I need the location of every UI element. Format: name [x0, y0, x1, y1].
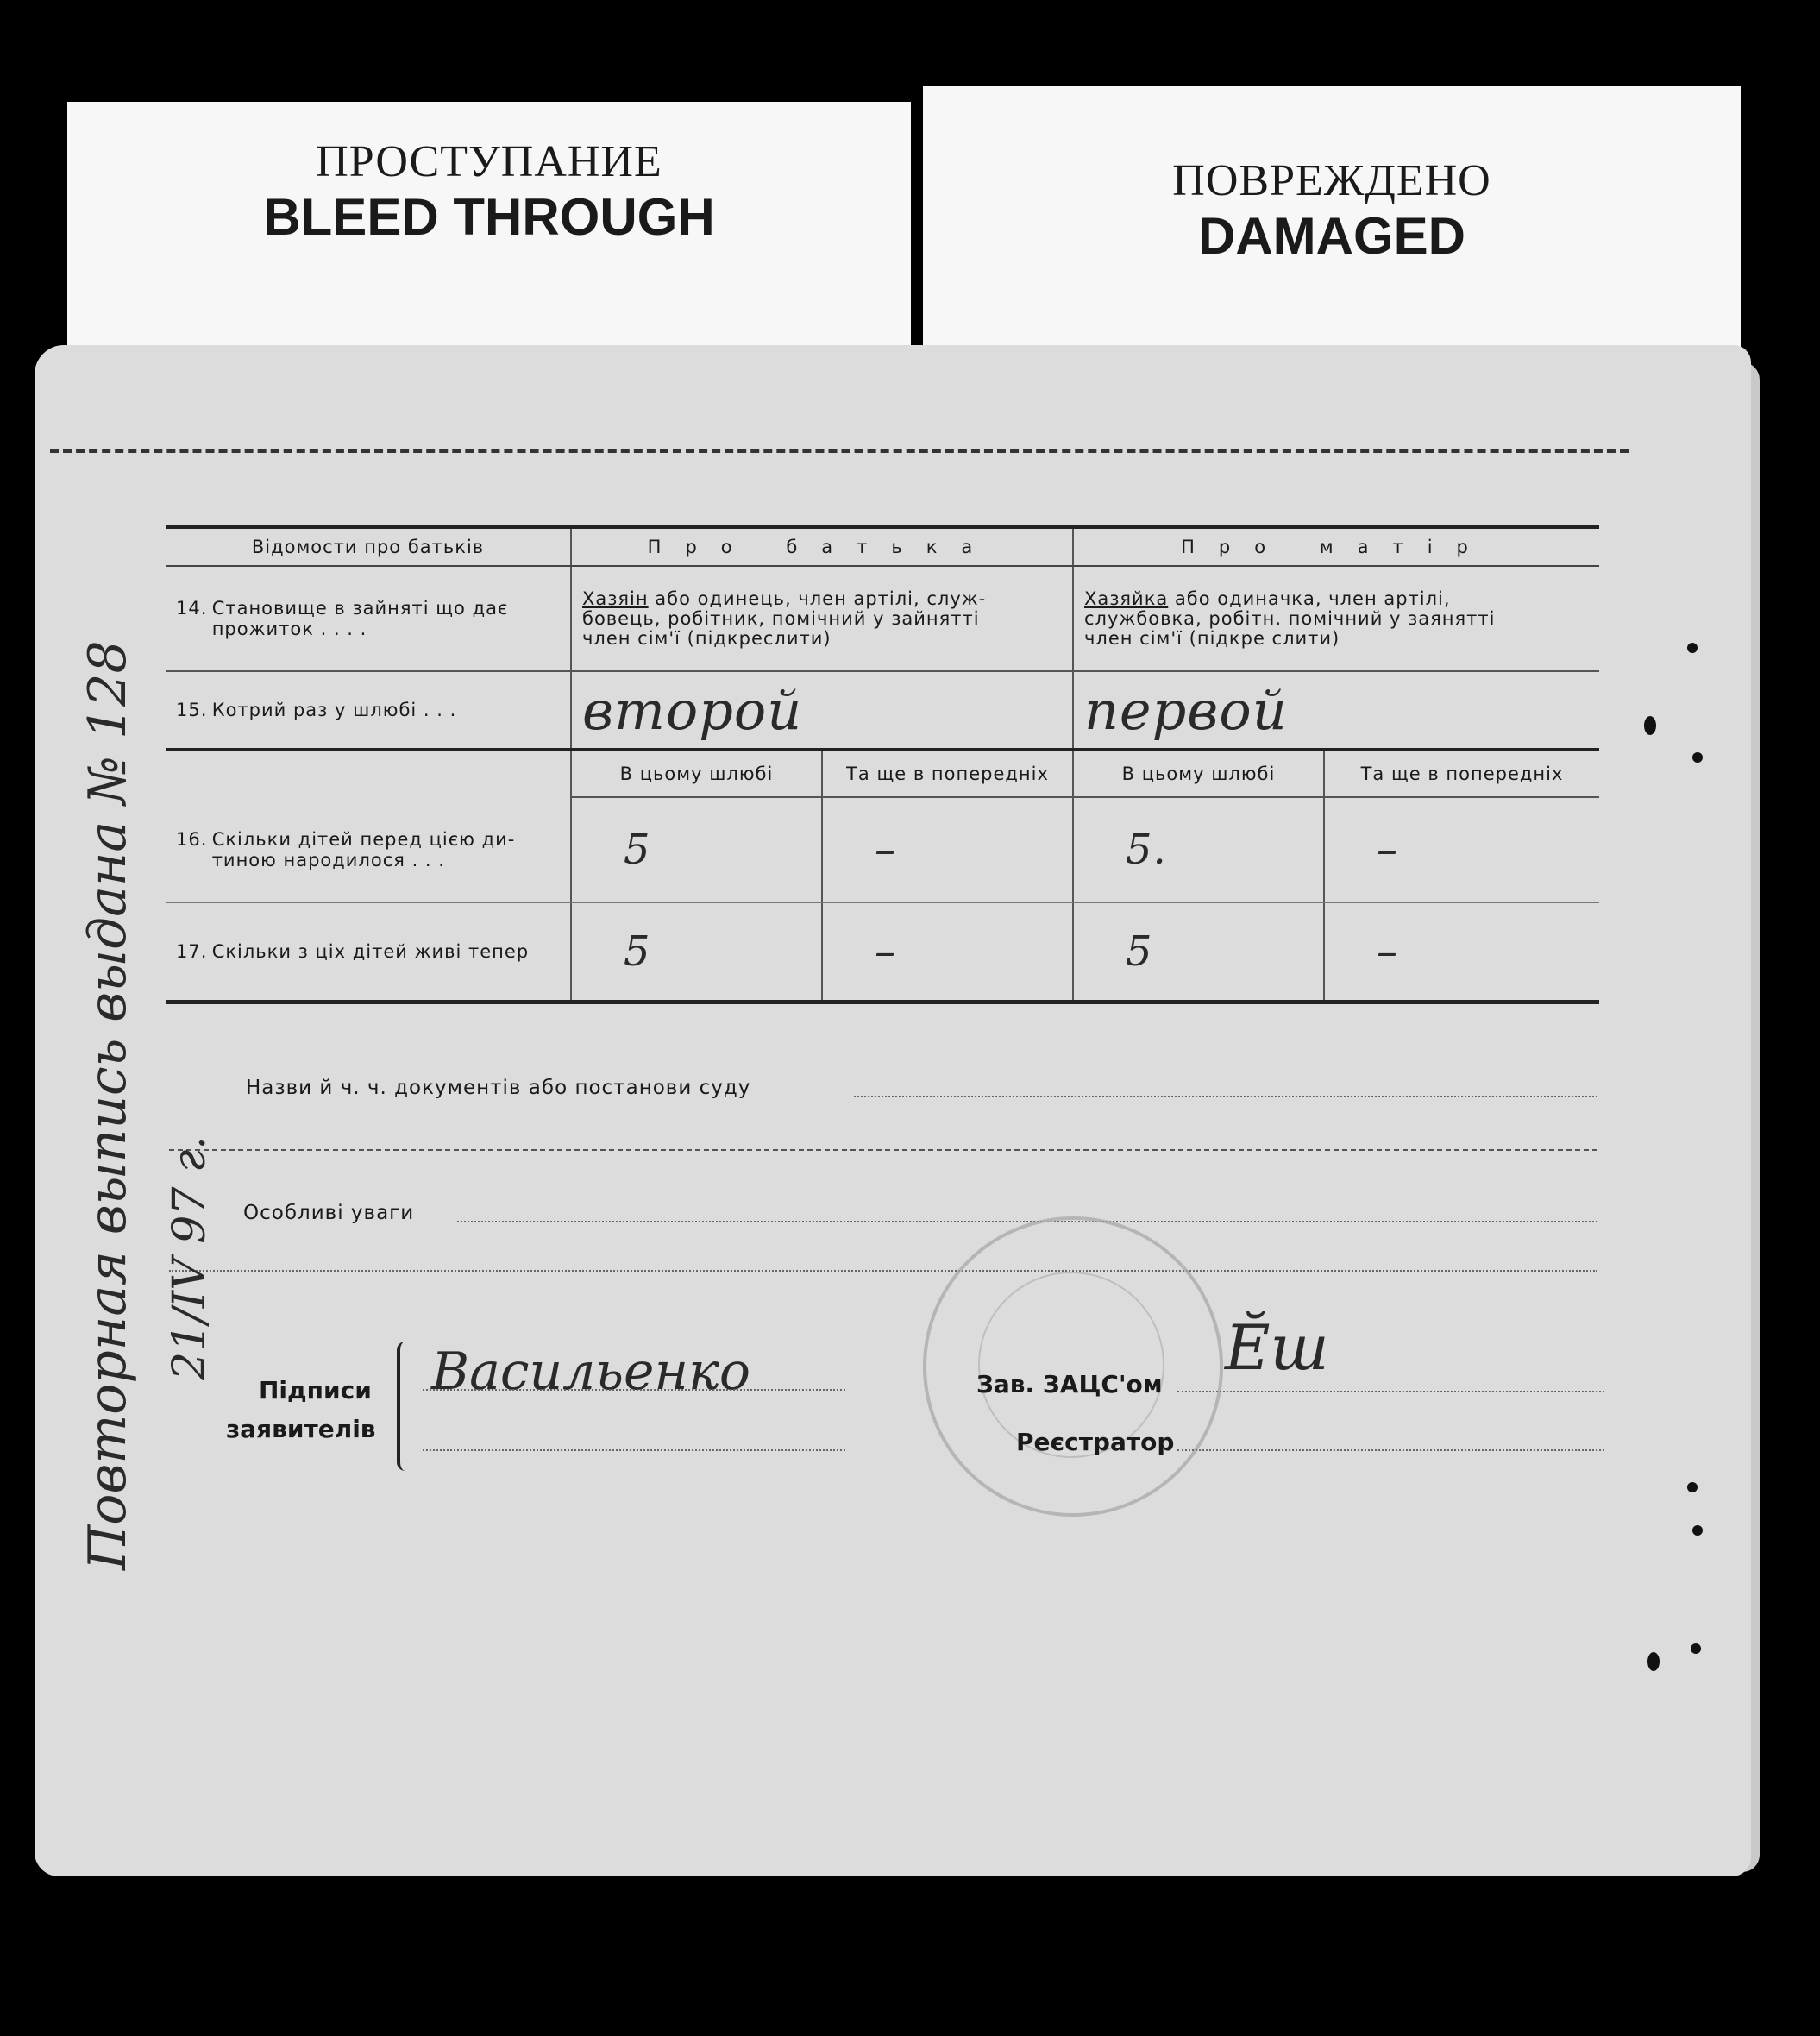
row-14-mother-line1: або одиначка, член артілі, [1168, 588, 1451, 609]
row-16-label [166, 797, 571, 902]
row-16-mother-in-marriage: 5. [1073, 797, 1324, 902]
row-17-number: 17. [176, 941, 208, 962]
damaged-label-ru: ПОВРЕЖДЕНО [1172, 156, 1491, 205]
row-14-number: 14. [176, 598, 208, 619]
children-subheader-row [166, 750, 1599, 797]
documents-dotted-line [854, 1096, 1597, 1097]
head-signature-line [1177, 1391, 1604, 1392]
faded-stamp [923, 1216, 1223, 1517]
damaged-label-en: DAMAGED [1198, 207, 1465, 265]
table-header-row [166, 527, 1599, 567]
edge-mark [1687, 643, 1698, 653]
subheader-father-previous: Та ще в попередніх [822, 750, 1073, 797]
row-17-label-text: Скільки з ціх дітей живі тепер [211, 941, 530, 962]
bleed-through-label-card [67, 102, 911, 361]
row-16-father-previous: – [822, 797, 1073, 902]
row-17 [166, 902, 1599, 1002]
row-14-father-line3: член сім'ї (підкреслити) [582, 627, 832, 649]
edge-mark [1691, 1643, 1701, 1654]
head-signature: Ӗш [1225, 1311, 1329, 1384]
registrar-label: Реєстратор [1016, 1428, 1175, 1456]
row-16-label-line1: Скільки дітей перед цією ди- [211, 828, 516, 850]
row-16 [166, 797, 1599, 902]
row-14-mother-underlined: Хазяйка [1084, 588, 1169, 609]
row-14-father-line1: або одинець, член артілі, служ- [648, 588, 987, 609]
header-father: Про батька [571, 527, 1073, 567]
row-16-father-in-marriage: 5 [571, 797, 822, 902]
row-14 [166, 566, 1599, 671]
edge-mark [1647, 1652, 1660, 1671]
applicants-label-line2: заявителів [226, 1415, 376, 1443]
row-14-father-line2: бовець, робітник, помічний у зайнятті [582, 607, 980, 629]
edge-mark [1692, 1525, 1703, 1536]
applicants-label-line1: Підписи [259, 1376, 372, 1404]
row-15-label [166, 671, 571, 750]
row-14-label [166, 566, 571, 671]
subheader-father-in-marriage: В цьому шлюбі [571, 750, 822, 797]
notes-label: Особливі уваги [243, 1202, 415, 1224]
row-14-label-line2: прожиток . . . . [211, 619, 367, 639]
row-17-father-in-marriage: 5 [571, 902, 822, 1002]
header-parents-info: Відомости про батьків [166, 527, 571, 567]
documents-second-line [169, 1149, 1597, 1151]
row-14-label-line1: Становище в зайняті що дає [211, 598, 509, 619]
margin-reissue-note: Повторная выпись выдана № 128 [78, 640, 138, 1570]
row-16-mother-previous: – [1324, 797, 1599, 902]
applicant-signature-line-1 [423, 1389, 845, 1391]
registrar-signature-line [1177, 1449, 1604, 1451]
row-17-label [166, 902, 571, 1002]
row-16-label-line2: тиною народилося . . . [211, 849, 445, 870]
bleed-through-label-ru: ПРОСТУПАНИЕ [316, 137, 662, 186]
edge-mark [1644, 716, 1656, 735]
subheader-mother-in-marriage: В цьому шлюбі [1073, 750, 1324, 797]
damaged-label-card [923, 86, 1741, 361]
row-17-mother-in-marriage: 5 [1073, 902, 1324, 1002]
head-label: Зав. ЗАЦС'ом [976, 1370, 1163, 1398]
header-mother: Про матір [1073, 527, 1599, 567]
row-14-father-options [571, 566, 1073, 671]
row-15-label-text: Котрий раз у шлюбі . . . [211, 700, 457, 720]
row-14-father-underlined: Хазяін [582, 588, 649, 609]
row-17-father-previous: – [822, 902, 1073, 1002]
applicant-signature-line-2 [423, 1449, 845, 1451]
edge-mark [1692, 752, 1703, 763]
notes-second-line [169, 1270, 1597, 1272]
row-14-mother-options [1073, 566, 1599, 671]
row-17-mother-previous: – [1324, 902, 1599, 1002]
row-15-number: 15. [176, 700, 208, 720]
parents-info-table [166, 525, 1599, 1004]
bleed-through-label-en: BLEED THROUGH [263, 188, 715, 246]
row-14-mother-line2: службовка, робітн. помічний у заянятті [1084, 607, 1496, 629]
subheader-mother-previous: Та ще в попередніх [1324, 750, 1599, 797]
applicant-signature: Васильенко [431, 1342, 750, 1402]
notes-dotted-line [457, 1221, 1597, 1222]
margin-reissue-date: 21/IV 97 г. [164, 1135, 216, 1380]
perforation-line [50, 449, 1629, 453]
row-15 [166, 671, 1599, 750]
row-14-mother-line3: член сім'ї (підкре слити) [1084, 627, 1340, 649]
row-15-mother-value: первой [1073, 671, 1599, 750]
documents-label: Назви й ч. ч. документів або постанови суду [246, 1077, 751, 1099]
edge-mark [1687, 1482, 1698, 1492]
row-16-number: 16. [176, 828, 208, 850]
applicants-brace [397, 1342, 412, 1471]
row-15-father-value: второй [571, 671, 1073, 750]
